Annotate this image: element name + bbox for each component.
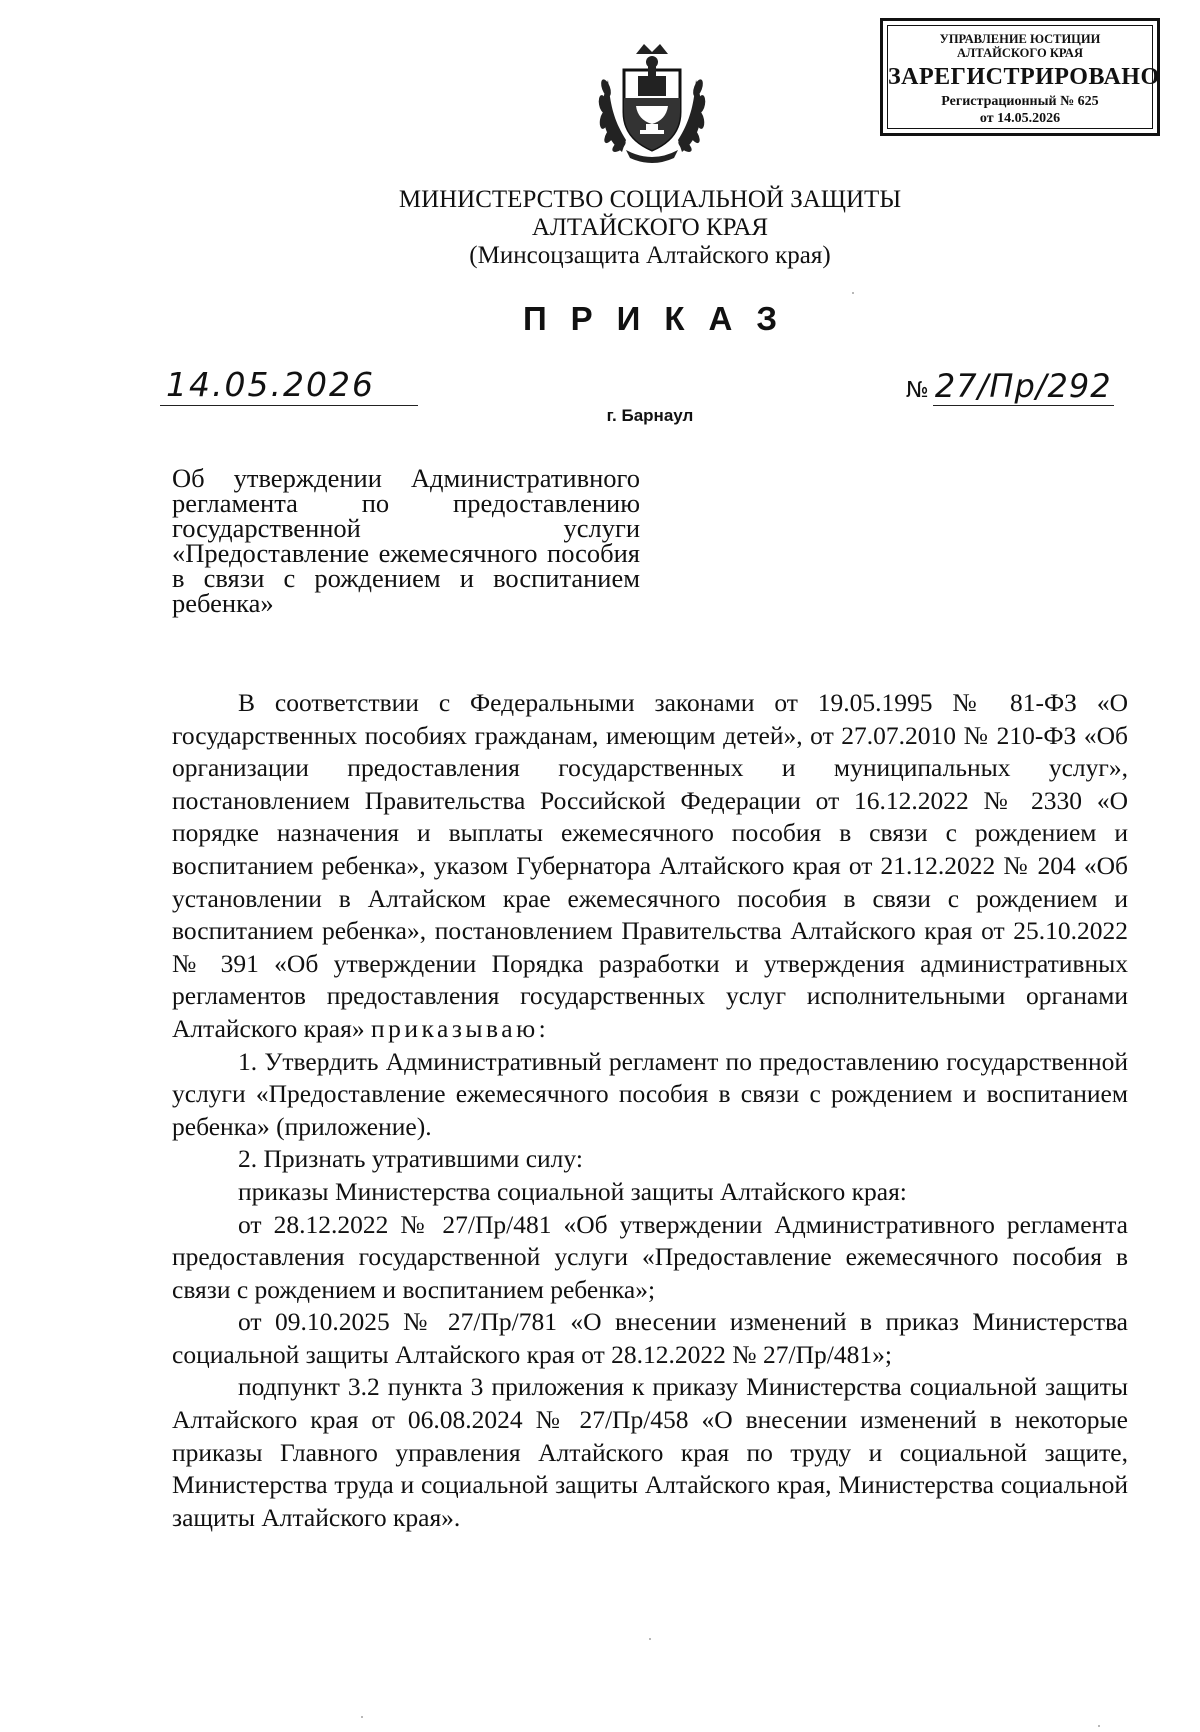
body-item-1: 1. Утвердить Административный регламент по предоставлению государственной услуги «Предоставление ежемесячного пособия в связи с рождением и воспитанием ребенка» (приложение).: [172, 1046, 1128, 1141]
registration-stamp: [880, 18, 1160, 136]
order-date: 14.05.2026: [160, 366, 418, 406]
order-number-block: [906, 366, 1176, 408]
body-item-2: 2. Признать утратившими силу:: [238, 1144, 583, 1174]
ministry-name-line2: АЛТАЙСКОГО КРАЯ: [531, 214, 769, 241]
order-subject: Об утверждении Административного регламента по предоставлению государственной услуги «Предоставление ежемесячного пособия в связи с рождением и воспитанием ребенка»: [172, 463, 640, 618]
stamp-org-line2: АЛТАЙСКОГО КРАЯ: [957, 46, 1083, 60]
body-item-2-intro: приказы Министерства социальной защиты Алтайского края:: [238, 1176, 907, 1206]
body-preamble: [172, 687, 1128, 1046]
stamp-inner-border: [887, 25, 1160, 129]
coat-of-arms-icon: [592, 40, 712, 164]
body-item-2-a: от 28.12.2022 № 27/Пр/481 «Об утверждении Административного регламента предоставления государственной услуги «Предоставление ежемесячного пособия в связи с рождением и воспитанием ребенка»;: [172, 1209, 1128, 1304]
order-body: [172, 687, 1128, 1534]
order-number-prefix: №: [906, 378, 929, 403]
ministry-header: [300, 186, 1000, 270]
order-word: приказываю:: [370, 1013, 550, 1043]
document-type-title: ПРИКАЗ: [522, 300, 802, 337]
stamp-reg-number: Регистрационный № 625: [941, 94, 1099, 109]
preamble-text: В соответствии с Федеральными законами от 19.05.1995 № 81-ФЗ «О государственных пособиях гражданам, имеющим детей», от 27.07.2010 № 210-ФЗ «Об организации предоставления государственных и муниципальных услуг», постановлением Правительства Российской Федерации от 16.12.2022 № 2330 «О порядке назначения и выплаты ежемесячного пособия в связи с рождением и воспитанием ребенка», указом Губернатора Алтайского края от 21.12.2022 № 204 «Об установлении в Алтайском крае ежемесячного пособия в связи с рождением и воспитанием ребенка», постановлением Правительства Алтайского края от 25.10.2022 № 391 «Об утверждении Порядка разработки и утверждения административных регламентов предоставления государственных услуг исполнительными органами Алтайского края»: [172, 688, 1128, 1043]
ministry-short-name: (Минсоцзащита Алтайского края): [469, 242, 831, 269]
order-city: г. Барнаул: [606, 406, 694, 425]
order-number: 27/Пр/292: [934, 367, 1112, 405]
stamp-reg-date: от 14.05.2026: [979, 111, 1061, 126]
body-item-2-b: от 09.10.2025 № 27/Пр/781 «О внесении изменений в приказ Министерства социальной защиты Алтайского края от 28.12.2022 № 27/Пр/481»;: [172, 1307, 1128, 1369]
ministry-name-line1: МИНИСТЕРСТВО СОЦИАЛЬНОЙ ЗАЩИТЫ: [398, 186, 902, 213]
stamp-registered: ЗАРЕГИСТРИРОВАНО: [888, 64, 1160, 90]
stamp-org-line1: УПРАВЛЕНИЕ ЮСТИЦИИ: [939, 32, 1101, 46]
body-item-2-c: подпункт 3.2 пункта 3 приложения к приказу Министерства социальной защиты Алтайского края от 06.08.2024 № 27/Пр/458 «О внесении изменений в некоторые приказы Главного управления Алтайского края по труду и социальной защите, Министерства труда и социальной защиты Алтайского края, Министерства социальной защиты Алтайского края».: [172, 1372, 1128, 1532]
